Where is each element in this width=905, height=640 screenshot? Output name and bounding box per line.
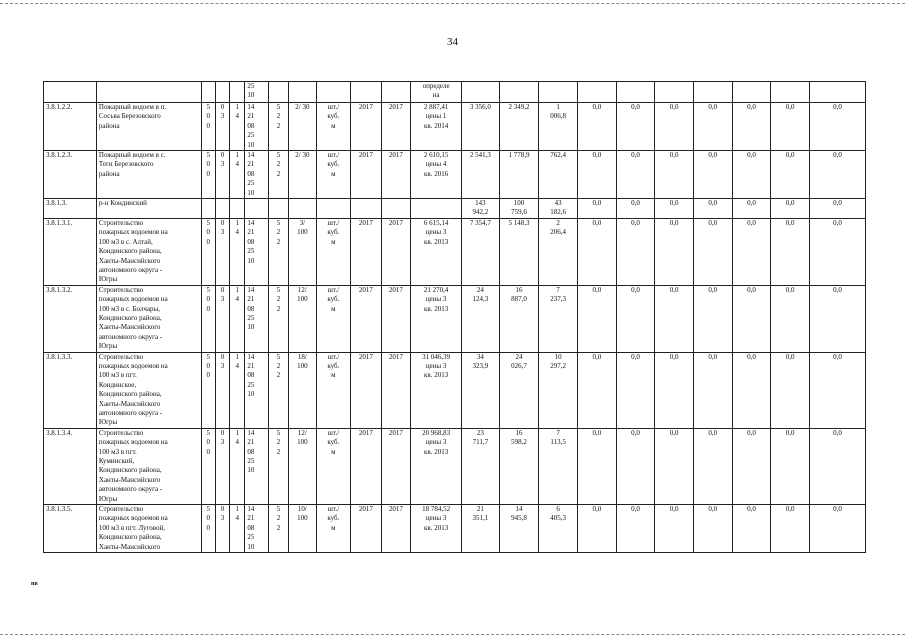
table-row <box>44 103 866 151</box>
amount-cell: 5 148,3 <box>499 218 539 285</box>
code-part-c-cell: 1 4 <box>230 428 245 504</box>
value-cell: 0,0 <box>771 151 810 199</box>
end-year-cell: 2017 <box>381 285 411 352</box>
table-body <box>44 82 866 553</box>
name-cell <box>96 82 201 103</box>
unit-cell: шт./ куб. м <box>316 285 351 352</box>
amount-cell: 14 945,8 <box>499 505 539 553</box>
cost-cell <box>411 199 462 219</box>
capacity-cell <box>289 82 316 103</box>
code-part-e-cell: 5 2 2 <box>268 285 288 352</box>
end-year-cell: 2017 <box>381 103 411 151</box>
value-cell: 0,0 <box>693 428 732 504</box>
code-part-c-cell: 1 4 <box>230 285 245 352</box>
table-row <box>44 82 866 103</box>
start-year-cell: 2017 <box>351 103 382 151</box>
capacity-cell: 12/ 100 <box>289 285 316 352</box>
code-part-b-cell: 0 3 <box>215 428 229 504</box>
code-cell: 3.8.1.3.5. <box>44 505 97 553</box>
total-cell <box>462 82 500 103</box>
value-cell: 0,0 <box>578 218 617 285</box>
code-part-b-cell: 0 3 <box>215 352 229 428</box>
value-cell: 0,0 <box>655 285 694 352</box>
start-year-cell: 2017 <box>351 352 382 428</box>
code-part-d-cell <box>245 199 268 219</box>
code-part-c-cell: 1 4 <box>230 218 245 285</box>
total-cell: 34 323,9 <box>462 352 500 428</box>
code-part-a-cell: 5 0 0 <box>201 151 215 199</box>
table-row <box>44 151 866 199</box>
value-cell: 0,0 <box>771 199 810 219</box>
code-part-a-cell: 5 0 0 <box>201 103 215 151</box>
unit-cell: шт./ куб. м <box>316 428 351 504</box>
code-cell: 3.8.1.3.2. <box>44 285 97 352</box>
code-part-d-cell: 14 21 08 25 10 <box>245 285 268 352</box>
value-cell: 0,0 <box>771 218 810 285</box>
value-cell: 0,0 <box>693 352 732 428</box>
end-year-cell <box>381 82 411 103</box>
end-year-cell: 2017 <box>381 352 411 428</box>
value-cell: 0,0 <box>693 285 732 352</box>
value-cell: 0,0 <box>693 151 732 199</box>
code-part-e-cell: 5 2 2 <box>268 505 288 553</box>
name-cell: Строительство пожарных водоемов на 100 м3 в с. Болчары, Кондинского района, Ханты-Мансийского автономного округа - Югры <box>96 285 201 352</box>
scan-edge-bottom <box>0 634 905 635</box>
value-cell: 0,0 <box>616 352 655 428</box>
code-part-d-cell: 14 21 08 25 10 <box>245 428 268 504</box>
code-part-b-cell: 0 3 <box>215 218 229 285</box>
value-cell: 0,0 <box>655 151 694 199</box>
start-year-cell <box>351 82 382 103</box>
capacity-cell <box>289 199 316 219</box>
code-cell: 3.8.1.3.4. <box>44 428 97 504</box>
table-row <box>44 428 866 504</box>
total-cell: 21 351,1 <box>462 505 500 553</box>
name-cell: Строительство пожарных водоемов на 100 м3 в с. Алтай, Кондинского района, Ханты-Мансийского автономного округа - Югры <box>96 218 201 285</box>
unit-cell: шт./ куб. м <box>316 103 351 151</box>
amount-cell: 16 887,0 <box>499 285 539 352</box>
code-part-a-cell: 5 0 0 <box>201 218 215 285</box>
table-row <box>44 218 866 285</box>
code-part-a-cell: 5 0 0 <box>201 352 215 428</box>
end-year-cell: 2017 <box>381 151 411 199</box>
value-cell: 0,0 <box>693 199 732 219</box>
total-cell: 23 711,7 <box>462 428 500 504</box>
value-cell: 0,0 <box>771 285 810 352</box>
value-cell: 0,0 <box>616 428 655 504</box>
amount-cell: 1 006,8 <box>539 103 578 151</box>
code-part-e-cell <box>268 199 288 219</box>
value-cell <box>732 82 771 103</box>
value-cell: 0,0 <box>809 151 865 199</box>
code-part-a-cell <box>201 82 215 103</box>
value-cell <box>578 82 617 103</box>
amount-cell: 16 598,2 <box>499 428 539 504</box>
amount-cell: 6 405,3 <box>539 505 578 553</box>
value-cell: 0,0 <box>771 103 810 151</box>
value-cell: 0,0 <box>809 199 865 219</box>
amount-cell <box>499 82 539 103</box>
value-cell: 0,0 <box>578 199 617 219</box>
code-part-b-cell <box>215 199 229 219</box>
value-cell: 0,0 <box>655 199 694 219</box>
amount-cell: 24 026,7 <box>499 352 539 428</box>
code-part-a-cell: 5 0 0 <box>201 428 215 504</box>
cost-cell: 6 615,14 цены 3 кв. 2013 <box>411 218 462 285</box>
value-cell: 0,0 <box>732 428 771 504</box>
unit-cell: шт./ куб. м <box>316 352 351 428</box>
unit-cell: шт./ куб. м <box>316 218 351 285</box>
value-cell: 0,0 <box>578 428 617 504</box>
amount-cell: 2 349,2 <box>499 103 539 151</box>
amount-cell: 7 237,3 <box>539 285 578 352</box>
value-cell: 0,0 <box>616 151 655 199</box>
value-cell: 0,0 <box>809 218 865 285</box>
code-part-c-cell: 1 4 <box>230 103 245 151</box>
capacity-cell: 18/ 100 <box>289 352 316 428</box>
name-cell: Строительство пожарных водоемов на 100 м3 в пгт. Кондинское, Кондинского района, Ханты-Мансийского автономного округа - Югры <box>96 352 201 428</box>
cost-cell: 21 270,4 цены 3 кв. 2013 <box>411 285 462 352</box>
code-part-b-cell: 0 3 <box>215 151 229 199</box>
code-part-a-cell: 5 0 0 <box>201 285 215 352</box>
value-cell: 0,0 <box>616 285 655 352</box>
amount-cell: 10 297,2 <box>539 352 578 428</box>
table-row <box>44 352 866 428</box>
end-year-cell: 2017 <box>381 505 411 553</box>
value-cell: 0,0 <box>578 285 617 352</box>
value-cell: 0,0 <box>693 218 732 285</box>
code-part-d-cell: 14 21 08 25 10 <box>245 151 268 199</box>
value-cell: 0,0 <box>616 218 655 285</box>
value-cell: 0,0 <box>732 218 771 285</box>
value-cell <box>809 82 865 103</box>
value-cell: 0,0 <box>578 151 617 199</box>
total-cell: 3 356,0 <box>462 103 500 151</box>
code-part-a-cell <box>201 199 215 219</box>
value-cell: 0,0 <box>655 103 694 151</box>
name-cell: Пожарный водоем в с. Теги Березовского района <box>96 151 201 199</box>
code-part-c-cell: 1 4 <box>230 505 245 553</box>
table-row <box>44 285 866 352</box>
capacity-cell: 2/ 30 <box>289 151 316 199</box>
value-cell: 0,0 <box>578 103 617 151</box>
amount-cell: 1 778,9 <box>499 151 539 199</box>
code-part-b-cell: 0 3 <box>215 103 229 151</box>
value-cell: 0,0 <box>693 103 732 151</box>
amount-cell: 2 206,4 <box>539 218 578 285</box>
amount-cell: 100 759,6 <box>499 199 539 219</box>
value-cell <box>693 82 732 103</box>
start-year-cell: 2017 <box>351 285 382 352</box>
code-part-b-cell: 0 3 <box>215 505 229 553</box>
value-cell: 0,0 <box>732 352 771 428</box>
start-year-cell: 2017 <box>351 505 382 553</box>
value-cell: 0,0 <box>771 505 810 553</box>
code-part-b-cell: 0 3 <box>215 285 229 352</box>
value-cell: 0,0 <box>809 285 865 352</box>
value-cell <box>616 82 655 103</box>
code-part-e-cell: 5 2 2 <box>268 151 288 199</box>
cost-cell: 2 610,15 цены 4 кв. 2016 <box>411 151 462 199</box>
value-cell: 0,0 <box>809 103 865 151</box>
value-cell: 0,0 <box>616 103 655 151</box>
cost-cell: 18 784,52 цены 3 кв. 2013 <box>411 505 462 553</box>
code-part-d-cell: 14 21 08 25 10 <box>245 352 268 428</box>
value-cell: 0,0 <box>578 352 617 428</box>
code-cell: 3.8.1.3. <box>44 199 97 219</box>
cost-cell: 31 046,39 цены 3 кв. 2013 <box>411 352 462 428</box>
value-cell <box>655 82 694 103</box>
total-cell: 2 541,3 <box>462 151 500 199</box>
amount-cell: 762,4 <box>539 151 578 199</box>
code-part-e-cell: 5 2 2 <box>268 218 288 285</box>
code-part-c-cell: 1 4 <box>230 151 245 199</box>
value-cell: 0,0 <box>732 103 771 151</box>
unit-cell: шт./ куб. м <box>316 505 351 553</box>
amount-cell <box>539 82 578 103</box>
code-part-c-cell <box>230 199 245 219</box>
code-part-d-cell: 14 21 08 25 10 <box>245 218 268 285</box>
start-year-cell: 2017 <box>351 218 382 285</box>
value-cell: 0,0 <box>655 505 694 553</box>
code-part-d-cell: 14 21 08 25 10 <box>245 103 268 151</box>
value-cell: 0,0 <box>732 285 771 352</box>
value-cell: 0,0 <box>655 428 694 504</box>
end-year-cell <box>381 199 411 219</box>
cost-cell: 2 887,41 цены 1 кв. 2014 <box>411 103 462 151</box>
footnote-mark: нв <box>31 581 38 587</box>
code-part-d-cell: 25 10 <box>245 82 268 103</box>
value-cell: 0,0 <box>616 505 655 553</box>
value-cell: 0,0 <box>578 505 617 553</box>
total-cell: 7 354,7 <box>462 218 500 285</box>
name-cell: Строительство пожарных водоемов на 100 м3 в пгт. Куминский, Кондинского района, Ханты-Мансийского автономного округа - Югры <box>96 428 201 504</box>
unit-cell: шт./ куб. м <box>316 151 351 199</box>
budget-table <box>43 81 866 553</box>
start-year-cell: 2017 <box>351 428 382 504</box>
cost-cell: 20 968,83 цены 3 кв. 2013 <box>411 428 462 504</box>
code-part-e-cell: 5 2 2 <box>268 428 288 504</box>
table-row <box>44 505 866 553</box>
code-cell: 3.8.1.3.1. <box>44 218 97 285</box>
scan-edge-top <box>0 3 905 4</box>
code-part-d-cell: 14 21 08 25 10 <box>245 505 268 553</box>
value-cell: 0,0 <box>771 428 810 504</box>
amount-cell: 7 113,5 <box>539 428 578 504</box>
value-cell: 0,0 <box>655 352 694 428</box>
table-row <box>44 199 866 219</box>
value-cell: 0,0 <box>771 352 810 428</box>
code-part-a-cell: 5 0 0 <box>201 505 215 553</box>
code-cell: 3.8.1.2.3. <box>44 151 97 199</box>
name-cell: Пожарный водоем в п. Сосьва Березовского района <box>96 103 201 151</box>
value-cell: 0,0 <box>809 352 865 428</box>
code-cell: 3.8.1.2.2. <box>44 103 97 151</box>
value-cell: 0,0 <box>655 218 694 285</box>
unit-cell <box>316 82 351 103</box>
page-number: 34 <box>447 36 458 48</box>
code-part-c-cell <box>230 82 245 103</box>
start-year-cell <box>351 199 382 219</box>
code-part-e-cell: 5 2 2 <box>268 352 288 428</box>
code-part-e-cell <box>268 82 288 103</box>
name-cell: Строительство пожарных водоемов на 100 м3 в пгт. Луговой, Кондинского района, Ханты-Мансийского <box>96 505 201 553</box>
capacity-cell: 10/ 100 <box>289 505 316 553</box>
amount-cell: 43 182,6 <box>539 199 578 219</box>
total-cell: 24 124,3 <box>462 285 500 352</box>
code-cell <box>44 82 97 103</box>
value-cell <box>771 82 810 103</box>
code-part-b-cell <box>215 82 229 103</box>
value-cell: 0,0 <box>693 505 732 553</box>
start-year-cell: 2017 <box>351 151 382 199</box>
capacity-cell: 2/ 30 <box>289 103 316 151</box>
value-cell: 0,0 <box>809 505 865 553</box>
code-part-c-cell: 1 4 <box>230 352 245 428</box>
value-cell: 0,0 <box>732 151 771 199</box>
code-part-e-cell: 5 2 2 <box>268 103 288 151</box>
name-cell: р-н Кондинский <box>96 199 201 219</box>
code-cell: 3.8.1.3.3. <box>44 352 97 428</box>
value-cell: 0,0 <box>732 199 771 219</box>
value-cell: 0,0 <box>732 505 771 553</box>
capacity-cell: 3/ 100 <box>289 218 316 285</box>
cost-cell: определе на <box>411 82 462 103</box>
end-year-cell: 2017 <box>381 428 411 504</box>
total-cell: 143 942,2 <box>462 199 500 219</box>
capacity-cell: 12/ 100 <box>289 428 316 504</box>
end-year-cell: 2017 <box>381 218 411 285</box>
unit-cell <box>316 199 351 219</box>
value-cell: 0,0 <box>809 428 865 504</box>
value-cell: 0,0 <box>616 199 655 219</box>
